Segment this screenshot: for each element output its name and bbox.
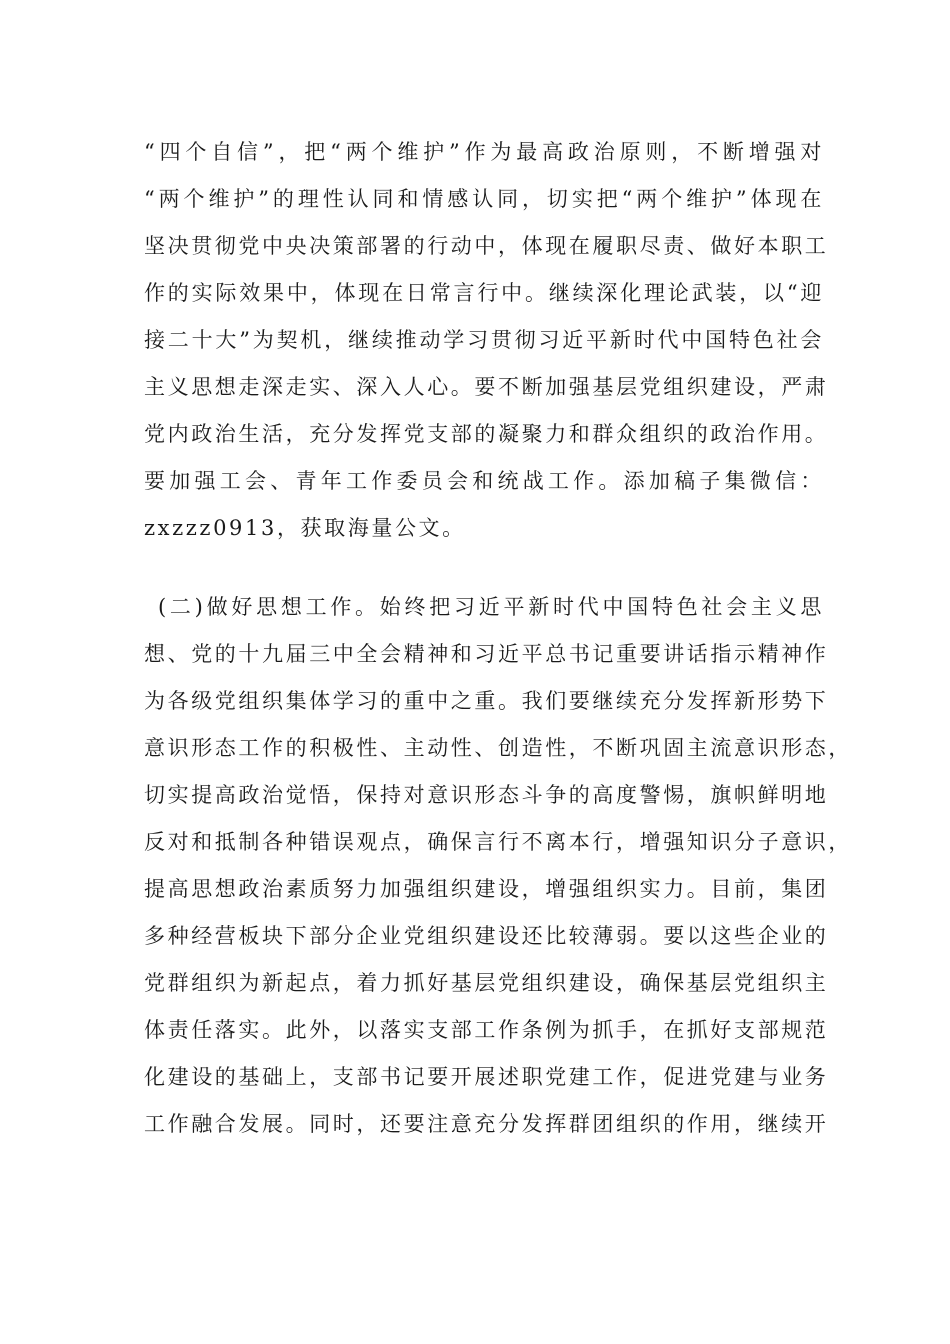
text-line: 为各级党组织集体学习的重中之重。我们要继续充分发挥新形势下 bbox=[144, 689, 829, 713]
text-line: 提高思想政治素质努力加强组织建设，增强组织实力。目前，集团 bbox=[144, 877, 829, 901]
text-line: 切实提高政治觉悟，保持对意识形态斗争的高度警惕，旗帜鲜明地 bbox=[144, 783, 829, 807]
text-line: (二)做好思想工作。始终把习近平新时代中国特色社会主义思 bbox=[158, 595, 824, 619]
text-line: 要加强工会、青年工作委员会和统战工作。添加稿子集微信： bbox=[144, 469, 824, 493]
text-line: 化建设的基础上，支部书记要开展述职党建工作，促进党建与业务 bbox=[144, 1065, 829, 1089]
text-line: 坚决贯彻党中央决策部署的行动中，体现在履职尽责、做好本职工 bbox=[144, 234, 829, 258]
text-line: 党群组织为新起点，着力抓好基层党组织建设，确保基层党组织主 bbox=[144, 971, 829, 995]
text-line: 反对和抵制各种错误观点，确保言行不离本行，增强知识分子意识， bbox=[144, 830, 852, 854]
text-line: “两个维护”的理性认同和情感认同，切实把“两个维护”体现在 bbox=[144, 187, 824, 211]
text-line: zxzzz0913，获取海量公文。 bbox=[144, 516, 466, 540]
paragraph-thought-work bbox=[144, 584, 852, 1148]
text-line: 意识形态工作的积极性、主动性、创造性，不断巩固主流意识形态， bbox=[144, 736, 852, 760]
paragraph-continued bbox=[144, 129, 829, 552]
text-line: 接二十大”为契机，继续推动学习贯彻习近平新时代中国特色社会 bbox=[144, 328, 824, 352]
text-line: 工作融合发展。同时，还要注意充分发挥群团组织的作用，继续开 bbox=[144, 1112, 829, 1136]
text-line: 主义思想走深走实、深入人心。要不断加强基层党组织建设，严肃 bbox=[144, 375, 829, 399]
text-line: 作的实际效果中，体现在日常言行中。继续深化理论武装，以“迎 bbox=[144, 281, 824, 305]
text-line: 想、党的十九届三中全会精神和习近平总书记重要讲话指示精神作 bbox=[144, 642, 829, 666]
text-line: “四个自信”，把“两个维护”作为最高政治原则，不断增强对 bbox=[144, 140, 824, 164]
text-line: 多种经营板块下部分企业党组织建设还比较薄弱。要以这些企业的 bbox=[144, 924, 829, 948]
text-line: 党内政治生活，充分发挥党支部的凝聚力和群众组织的政治作用。 bbox=[144, 422, 829, 446]
text-line: 体责任落实。此外，以落实支部工作条例为抓手，在抓好支部规范 bbox=[144, 1018, 829, 1042]
